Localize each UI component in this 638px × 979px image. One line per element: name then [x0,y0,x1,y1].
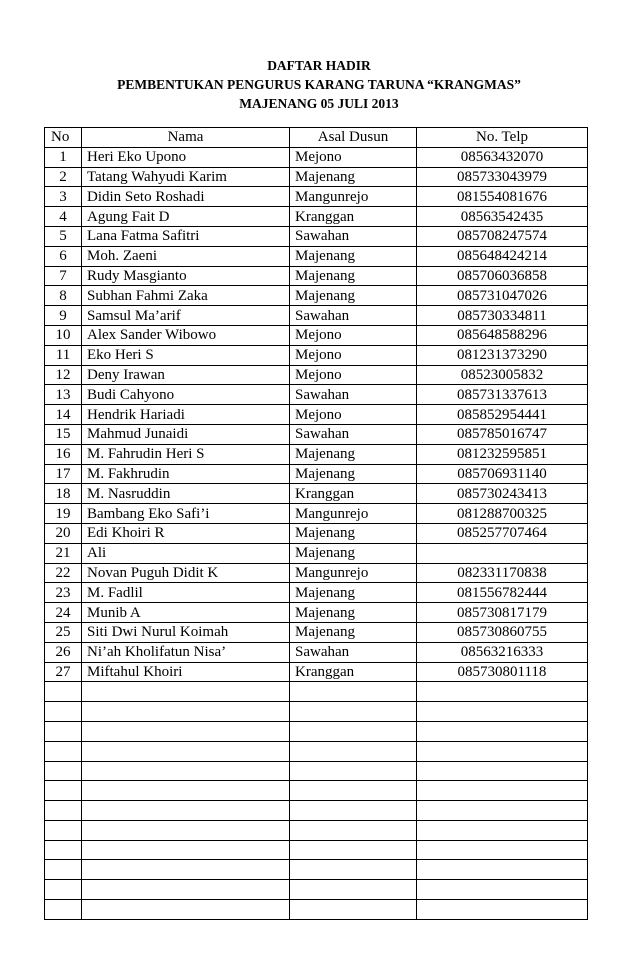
cell-nama: Rudy Masgianto [82,266,290,286]
cell-no: 7 [45,266,82,286]
cell-asal-dusun: Majenang [290,464,417,484]
column-header-no: No [45,128,82,148]
cell-no [45,820,82,840]
cell-no: 26 [45,642,82,662]
cell-nama: Samsul Ma’arif [82,306,290,326]
cell-no-telp: 085648424214 [417,246,588,266]
table-row [45,761,588,781]
cell-no: 3 [45,187,82,207]
cell-no: 1 [45,147,82,167]
table-row [45,385,588,405]
cell-asal-dusun: Kranggan [290,662,417,682]
cell-no: 19 [45,504,82,524]
cell-nama [82,801,290,821]
cell-no: 11 [45,345,82,365]
cell-nama: M. Nasruddin [82,484,290,504]
cell-no [45,741,82,761]
cell-no [45,801,82,821]
cell-no-telp: 081554081676 [417,187,588,207]
cell-nama: Ni’ah Kholifatun Nisa’ [82,642,290,662]
cell-no-telp: 085785016747 [417,424,588,444]
cell-no-telp [417,860,588,880]
cell-no: 27 [45,662,82,682]
cell-asal-dusun: Mangunrejo [290,187,417,207]
cell-no: 21 [45,543,82,563]
cell-no: 18 [45,484,82,504]
cell-asal-dusun: Mangunrejo [290,563,417,583]
cell-nama: Didin Seto Roshadi [82,187,290,207]
document-location-date: MAJENANG 05 JULI 2013 [239,96,399,111]
cell-no [45,721,82,741]
table-row [45,464,588,484]
cell-no-telp: 085730334811 [417,306,588,326]
cell-nama: Heri Eko Upono [82,147,290,167]
cell-no-telp: 085706036858 [417,266,588,286]
table-row [45,840,588,860]
cell-no-telp [417,820,588,840]
cell-asal-dusun: Majenang [290,622,417,642]
cell-asal-dusun: Majenang [290,246,417,266]
cell-nama: M. Fahrudin Heri S [82,444,290,464]
cell-no: 14 [45,405,82,425]
cell-no-telp: 081556782444 [417,583,588,603]
cell-asal-dusun: Mejono [290,325,417,345]
table-row [45,444,588,464]
cell-no: 5 [45,226,82,246]
cell-no-telp: 082331170838 [417,563,588,583]
cell-no-telp: 08563542435 [417,207,588,227]
table-row [45,187,588,207]
table-row [45,306,588,326]
cell-asal-dusun: Kranggan [290,484,417,504]
table-row [45,721,588,741]
cell-no: 25 [45,622,82,642]
table-row [45,424,588,444]
cell-nama: M. Fakhrudin [82,464,290,484]
table-header-row [45,128,588,148]
cell-asal-dusun: Sawahan [290,424,417,444]
cell-nama [82,860,290,880]
cell-no [45,781,82,801]
cell-asal-dusun [290,702,417,722]
cell-nama: Miftahul Khoiri [82,662,290,682]
cell-asal-dusun [290,860,417,880]
cell-nama: Lana Fatma Safitri [82,226,290,246]
cell-asal-dusun: Sawahan [290,642,417,662]
cell-nama: Budi Cahyono [82,385,290,405]
cell-no-telp [417,741,588,761]
cell-asal-dusun: Mejono [290,405,417,425]
column-header-nama: Nama [82,128,290,148]
cell-no-telp: 085852954441 [417,405,588,425]
cell-no: 16 [45,444,82,464]
cell-asal-dusun: Sawahan [290,385,417,405]
cell-no-telp: 08563216333 [417,642,588,662]
cell-nama [82,900,290,920]
cell-no-telp: 085731337613 [417,385,588,405]
cell-no-telp [417,543,588,563]
document-subtitle: PEMBENTUKAN PENGURUS KARANG TARUNA “KRANGMAS” [117,77,521,92]
cell-asal-dusun: Sawahan [290,306,417,326]
table-row [45,682,588,702]
table-row [45,504,588,524]
cell-asal-dusun: Mejono [290,345,417,365]
cell-nama: Siti Dwi Nurul Koimah [82,622,290,642]
cell-no [45,880,82,900]
cell-no-telp: 085730817179 [417,603,588,623]
cell-no-telp: 085708247574 [417,226,588,246]
table-row [45,702,588,722]
cell-asal-dusun: Majenang [290,543,417,563]
cell-nama [82,741,290,761]
cell-no-telp: 085706931140 [417,464,588,484]
cell-nama [82,781,290,801]
table-row [45,622,588,642]
cell-nama: Hendrik Hariadi [82,405,290,425]
cell-no-telp: 085730801118 [417,662,588,682]
cell-asal-dusun [290,781,417,801]
table-body [45,147,588,919]
cell-nama [82,880,290,900]
cell-asal-dusun: Majenang [290,583,417,603]
cell-asal-dusun: Mejono [290,147,417,167]
table-row [45,365,588,385]
cell-no-telp: 081232595851 [417,444,588,464]
cell-asal-dusun [290,682,417,702]
table-row [45,226,588,246]
cell-asal-dusun: Majenang [290,444,417,464]
table-row [45,662,588,682]
cell-no [45,900,82,920]
cell-nama: Ali [82,543,290,563]
cell-no: 6 [45,246,82,266]
cell-no-telp: 085731047026 [417,286,588,306]
cell-asal-dusun: Mangunrejo [290,504,417,524]
cell-no-telp [417,781,588,801]
cell-asal-dusun: Majenang [290,286,417,306]
cell-asal-dusun: Majenang [290,167,417,187]
table-row [45,880,588,900]
cell-nama: Novan Puguh Didit K [82,563,290,583]
cell-nama [82,702,290,722]
cell-no-telp: 085730243413 [417,484,588,504]
cell-no: 20 [45,523,82,543]
cell-nama [82,820,290,840]
cell-no [45,840,82,860]
cell-no-telp [417,682,588,702]
cell-asal-dusun: Majenang [290,603,417,623]
cell-asal-dusun [290,820,417,840]
table-row [45,325,588,345]
cell-no: 12 [45,365,82,385]
cell-no-telp: 081231373290 [417,345,588,365]
cell-no: 10 [45,325,82,345]
table-row [45,801,588,821]
cell-asal-dusun [290,721,417,741]
cell-nama [82,761,290,781]
cell-asal-dusun: Majenang [290,523,417,543]
cell-no: 9 [45,306,82,326]
table-row [45,563,588,583]
cell-no: 8 [45,286,82,306]
cell-nama [82,682,290,702]
cell-nama: M. Fadlil [82,583,290,603]
table-row [45,820,588,840]
cell-nama: Edi Khoiri R [82,523,290,543]
cell-nama: Deny Irawan [82,365,290,385]
cell-no: 2 [45,167,82,187]
cell-no-telp [417,840,588,860]
document-title: DAFTAR HADIR [267,58,371,73]
table-row [45,147,588,167]
table-row [45,405,588,425]
table-row [45,860,588,880]
table-row [45,167,588,187]
cell-no-telp [417,900,588,920]
cell-no: 13 [45,385,82,405]
table-row [45,781,588,801]
table-row [45,583,588,603]
cell-asal-dusun: Kranggan [290,207,417,227]
cell-no [45,761,82,781]
document-header [0,56,638,113]
cell-nama: Bambang Eko Safi’i [82,504,290,524]
cell-no: 17 [45,464,82,484]
cell-no-telp [417,801,588,821]
cell-asal-dusun [290,900,417,920]
cell-nama: Alex Sander Wibowo [82,325,290,345]
cell-no-telp: 08523005832 [417,365,588,385]
column-header-no-telp: No. Telp [417,128,588,148]
cell-no-telp [417,880,588,900]
cell-no: 15 [45,424,82,444]
cell-asal-dusun [290,761,417,781]
cell-no: 24 [45,603,82,623]
cell-nama: Subhan Fahmi Zaka [82,286,290,306]
cell-asal-dusun [290,880,417,900]
table-row [45,642,588,662]
table-row [45,345,588,365]
column-header-asal-dusun: Asal Dusun [290,128,417,148]
cell-nama: Mahmud Junaidi [82,424,290,444]
cell-asal-dusun: Mejono [290,365,417,385]
cell-nama: Tatang Wahyudi Karim [82,167,290,187]
table-row [45,603,588,623]
cell-nama [82,840,290,860]
table-row [45,286,588,306]
cell-nama: Munib A [82,603,290,623]
cell-nama: Eko Heri S [82,345,290,365]
cell-no-telp: 085730860755 [417,622,588,642]
cell-no-telp: 085257707464 [417,523,588,543]
cell-no [45,860,82,880]
cell-no-telp: 08563432070 [417,147,588,167]
cell-no-telp: 085733043979 [417,167,588,187]
cell-no: 23 [45,583,82,603]
cell-no-telp [417,702,588,722]
table-row [45,523,588,543]
table-row [45,207,588,227]
cell-asal-dusun [290,741,417,761]
cell-asal-dusun [290,840,417,860]
table-row [45,484,588,504]
cell-no-telp: 085648588296 [417,325,588,345]
table-row [45,900,588,920]
cell-no-telp: 081288700325 [417,504,588,524]
cell-no [45,702,82,722]
cell-asal-dusun [290,801,417,821]
table-row [45,266,588,286]
table-row [45,246,588,266]
cell-nama: Moh. Zaeni [82,246,290,266]
cell-no-telp [417,761,588,781]
cell-asal-dusun: Majenang [290,266,417,286]
table-row [45,543,588,563]
cell-nama: Agung Fait D [82,207,290,227]
attendance-table [44,127,588,920]
cell-asal-dusun: Sawahan [290,226,417,246]
cell-no: 22 [45,563,82,583]
cell-no-telp [417,721,588,741]
cell-no: 4 [45,207,82,227]
table-row [45,741,588,761]
cell-nama [82,721,290,741]
cell-no [45,682,82,702]
